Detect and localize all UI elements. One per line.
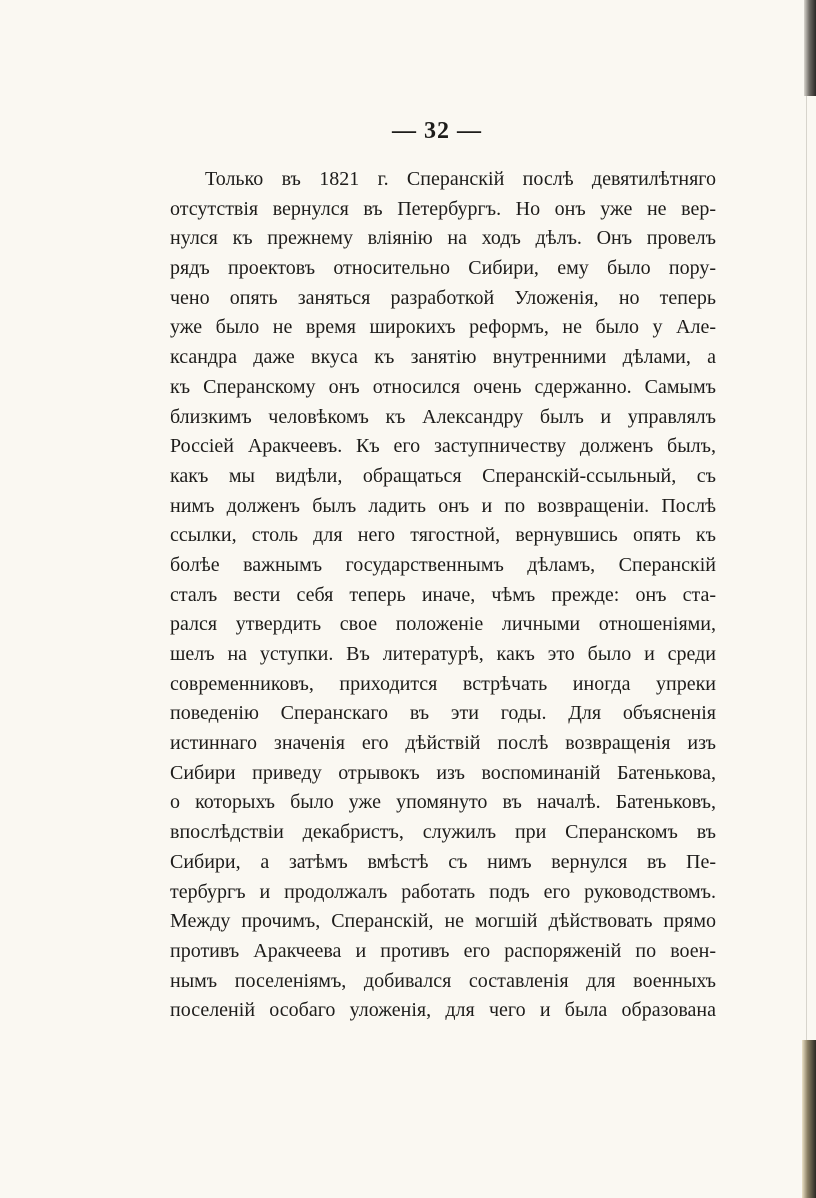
text-line: поведенію Сперанскаго въ эти годы. Для объясненія <box>170 702 716 725</box>
text-line: Между прочимъ, Сперанскій, не могшій дѣйствовать прямо <box>170 910 716 933</box>
text-line: ссылки, столь для него тягостной, вернувшись опять къ <box>170 524 716 547</box>
text-line: къ Сперанскому онъ относился очень сдержанно. Самымъ <box>170 375 716 398</box>
text-line: Россіей Аракчеевъ. Къ его заступничеству долженъ былъ, <box>170 435 716 458</box>
text-line: ксандра даже вкуса къ занятію внутренними дѣлами, а <box>170 346 716 369</box>
text-line: нимъ долженъ былъ ладить онъ и по возвращеніи. Послѣ <box>170 494 716 517</box>
text-line: впослѣдствіи декабристъ, служилъ при Сперанскомъ въ <box>170 821 716 844</box>
text-line: шелъ на уступки. Въ литературѣ, какъ это было и среди <box>170 643 716 665</box>
text-line: современниковъ, приходится встрѣчать иногда упреки <box>170 672 716 695</box>
text-line: уже было не время широкихъ реформъ, не было у Але- <box>170 316 716 339</box>
text-line: отсутствія вернулся въ Петербургъ. Но онъ уже не вер- <box>170 197 716 220</box>
text-line: рядъ проектовъ относительно Сибири, ему было пору- <box>170 257 716 280</box>
text-line: истиннаго значенія его дѣйствій послѣ возвращенія изъ <box>170 732 716 755</box>
text-line: поселеній особаго уложенія, для чего и была образована <box>170 999 716 1022</box>
text-line: рался утвердить свое положеніе личными отношеніями, <box>170 613 716 636</box>
text-line: нымъ поселеніямъ, добивался составленія для военныхъ <box>170 969 716 992</box>
text-line: Сибири приведу отрывокъ изъ воспоминаній Батенькова, <box>170 761 716 784</box>
text-line: сталъ вести себя теперь иначе, чѣмъ прежде: онъ ста- <box>170 583 716 606</box>
body-text <box>170 165 716 1026</box>
text-line: Сибири, а затѣмъ вмѣстѣ съ нимъ вернулся въ Пе- <box>170 850 716 873</box>
text-line: противъ Аракчеева и противъ его распоряженій по воен- <box>170 939 716 962</box>
text-line: близкимъ человѣкомъ къ Александру былъ и управлялъ <box>170 405 716 428</box>
page-edge-line <box>806 96 807 1040</box>
page-edge-shadow-top <box>804 0 816 96</box>
text-line: нулся къ прежнему вліянію на ходъ дѣлъ. Онъ провелъ <box>170 227 716 250</box>
text-line: болѣе важнымъ государственнымъ дѣламъ, Сперанскій <box>170 553 716 576</box>
text-line: о которыхъ было уже упомянуто въ началѣ. Батеньковъ, <box>170 791 716 814</box>
text-line: Только въ 1821 г. Сперанскій послѣ девятилѣтняго <box>205 168 716 190</box>
page-number: — 32 — <box>392 118 482 144</box>
text-line: какъ мы видѣли, обращаться Сперанскій-ссыльный, съ <box>170 464 716 487</box>
text-line: тербургъ и продолжалъ работать подъ его руководствомъ. <box>170 880 716 903</box>
page-edge-shadow-bottom <box>802 1040 816 1198</box>
text-line: чено опять заняться разработкой Уложенія, но теперь <box>170 286 716 309</box>
